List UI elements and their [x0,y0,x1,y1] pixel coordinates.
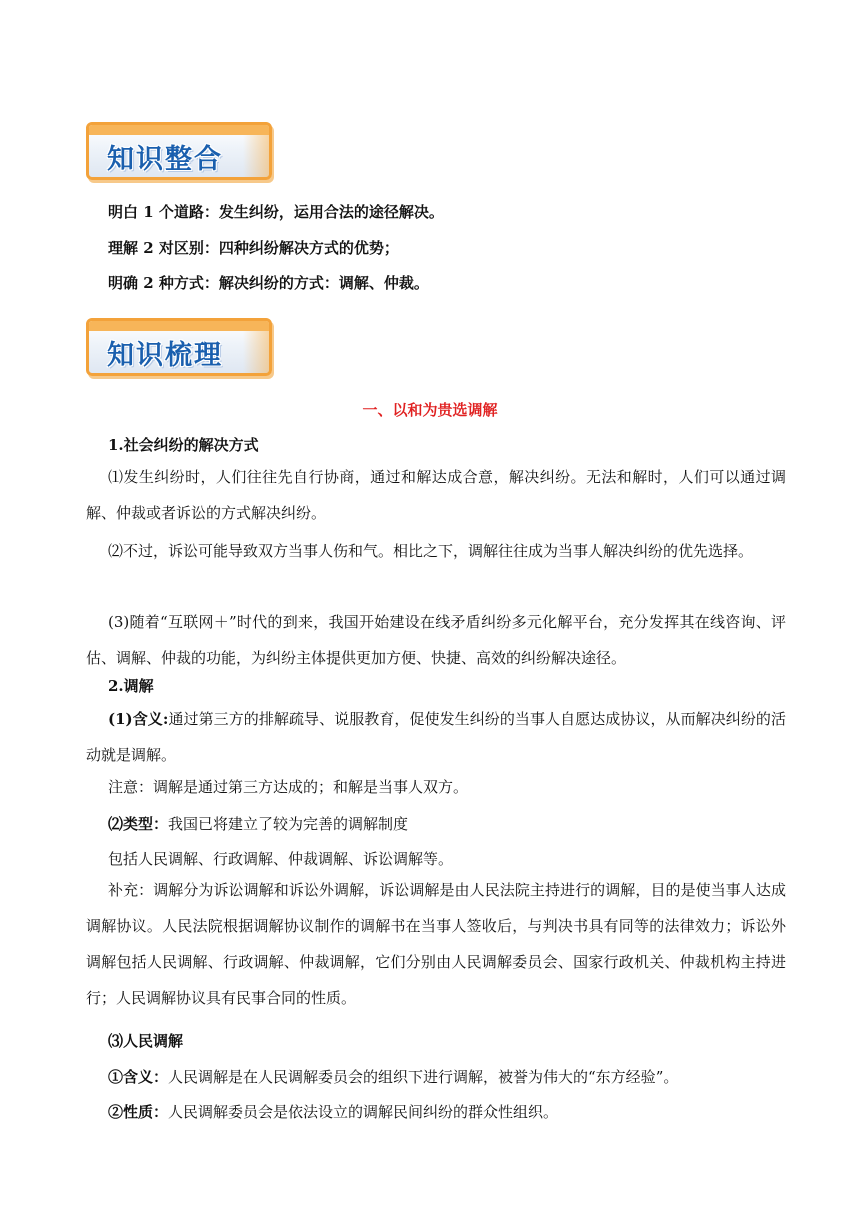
banner-title: 知识整合 [107,144,223,175]
types-text: 我国已将建立了较为完善的调解制度 [168,815,409,833]
types-line [108,812,808,836]
summary-line-2: 理解 2 对区别：四种纠纷解决方式的优势； [108,239,399,257]
knowledge-outline-banner [86,318,272,376]
paragraph-definition [86,701,786,773]
section-title: 一、以和为贵选调解 [362,401,498,419]
summary-line-3: 明确 2 种方式：解决纠纷的方式：调解、仲裁。 [108,274,429,292]
heading-1: 1.社会纠纷的解决方式 [108,436,259,454]
definition-label: (1)含义: [108,710,169,728]
paragraph-1: ⑴发生纠纷时，人们往往先自行协商，通过和解达成合意，解决纠纷。无法和解时，人们可以通过调解、仲裁或者诉讼的方式解决纠纷。 [86,468,786,522]
definition-text: 通过第三方的排解疏导、说服教育，促使发生纠纷的当事人自愿达成协议，从而解决纠纷的活动就是调解。 [86,710,787,764]
people-mediation-nature [108,1100,808,1124]
nature-label: ②性质： [108,1103,169,1121]
types-label: ⑵类型： [108,815,169,833]
supplement-paragraph: 补充：调解分为诉讼调解和诉讼外调解，诉讼调解是由人民法院主持进行的调解，目的是使当事人达成调解协议。人民法院根据调解协议制作的调解书在当事人签收后，与判决书具有同等的法律效力；诉讼外调解包括人民调解、行政调解、仲裁调解，它们分别由人民调解委员会、国家行政机关、仲裁机构主持进行；人民调解协议具有民事合同的性质。 [86,881,786,1007]
summary-line-1: 明白 1 个道路：发生纠纷，运用合法的途径解决。 [108,203,444,221]
banner-title: 知识梳理 [107,340,223,371]
people-mediation-definition [108,1065,808,1089]
types-list-line: 包括人民调解、行政调解、仲裁调解、诉讼调解等。 [108,850,454,868]
knowledge-integration-banner [86,122,272,180]
heading-3: ⑶人民调解 [108,1032,184,1050]
nature-text: 人民调解委员会是依法设立的调解民间纠纷的群众性组织。 [168,1103,559,1121]
definition-label: ①含义： [108,1068,169,1086]
heading-2: 2.调解 [108,677,154,695]
paragraph-2: ⑵不过，诉讼可能导致双方当事人伤和气。相比之下，调解往往成为当事人解决纠纷的优先选择。 [108,542,754,560]
paragraph-3: (3)随着“互联网＋”时代的到来，我国开始建设在线矛盾纠纷多元化解平台，充分发挥其在线咨询、评估、调解、仲裁的功能，为纠纷主体提供更加方便、快捷、高效的纠纷解决途径。 [86,613,786,667]
definition-text: 人民调解是在人民调解委员会的组织下进行调解，被誉为伟大的“东方经验”。 [168,1068,679,1086]
note-line: 注意：调解是通过第三方达成的；和解是当事人双方。 [108,778,469,796]
